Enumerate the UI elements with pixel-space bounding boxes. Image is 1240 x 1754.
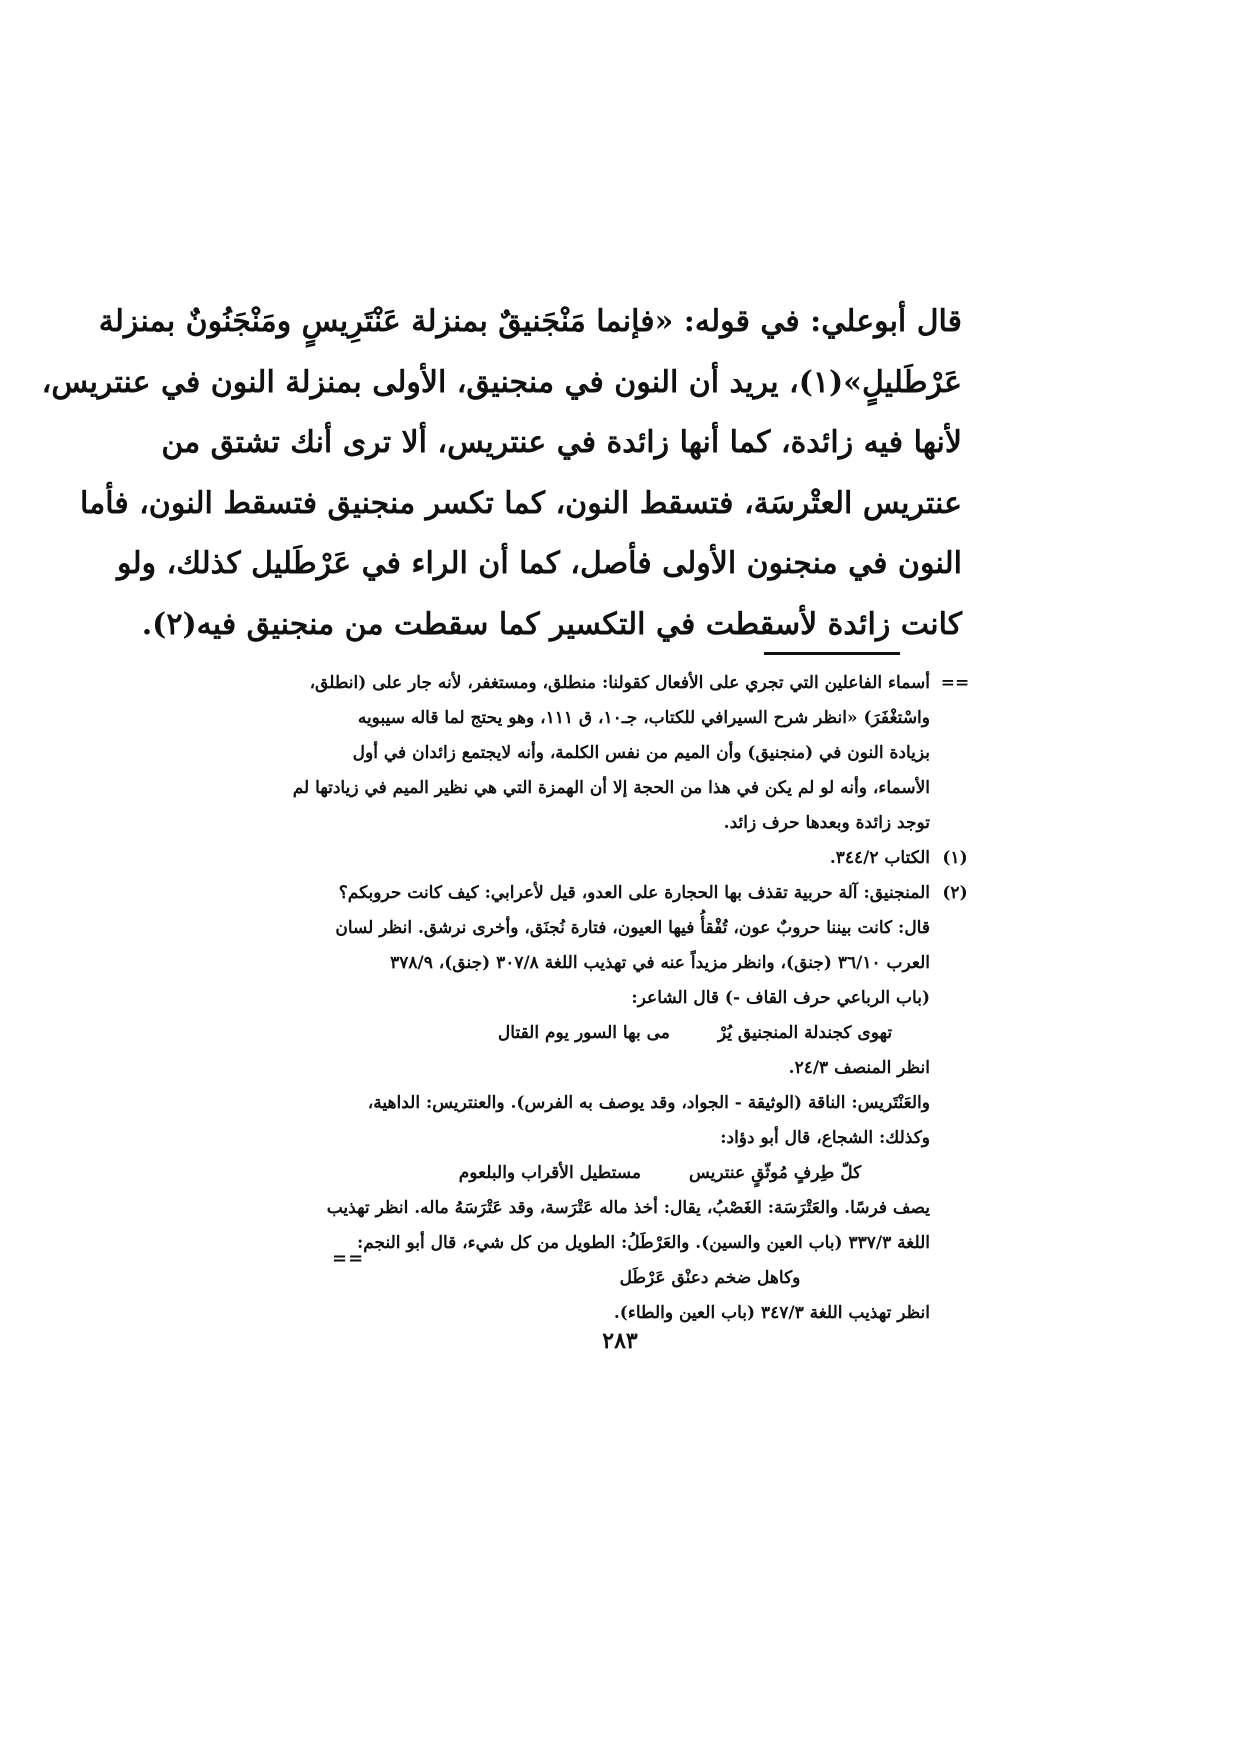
reference-line: انظر المنصف ٢٤/٣. [788,1058,930,1078]
footnote-row [280,1226,980,1261]
main-paragraph [41,292,962,655]
footnote-2-row [280,946,980,981]
footnote-row [280,1296,980,1331]
footnote-separator [764,652,900,655]
footnote-2 [280,876,980,911]
main-line: عنتريس العتْرسَة، فتسقط النون، كما تكسر منجنيق فتسقط النون، فأما [79,485,962,521]
footnote-line: أسماء الفاعلين التي تجري على الأفعال كقولنا: منطلق، ومستغفر، لأنه جار على (انطلق، [309,673,930,693]
footnote-line: اللغة ٣٣٧/٣ (باب العين والسين). والعَرْطَلُ: الطويل من كل شيء، قال أبو النجم: [356,1233,930,1253]
footnote-line: العرب ٣٦/١٠ (جنق)، وانظر مزيداً عنه في تهذيب اللغة ٣٠٧/٨ (جنق)، ٣٧٨/٩ [390,953,930,973]
verse-first-hemistich: كلّ طِرفٍ مُوثّقٍ عنتريس [688,1163,862,1183]
footnote-line: المنجنيق: آلة حربية تقذف بها الحجارة على العدو، قيل لأعرابي: كيف كانت حروبكم؟ [338,883,930,903]
footnote-1-text: الكتاب ٣٤٤/٢. [829,848,930,868]
footnote-line: (باب الرباعي حرف القاف -) قال الشاعر: [631,988,930,1008]
footnote-row [280,1191,980,1226]
verse-second-hemistich: مى بها السور يوم القتال [497,1023,670,1043]
footnote-continued-row [280,736,980,771]
footnote-row [280,1121,980,1156]
reference-row [280,1051,980,1086]
footnote-2-marker: (٢) [942,883,968,903]
verse-second-hemistich: مستطيل الأقراب والبلعوم [458,1163,641,1183]
verse-line [280,1016,980,1051]
verse-line [280,1156,980,1191]
verse-first-hemistich: تهوى كجندلة المنجنيق يُرْ [717,1023,893,1043]
footnote-row [280,1086,980,1121]
footnote-2-row [280,911,980,946]
continued-marker: == [940,673,970,693]
main-line: قال أبوعلي: في قوله: «فإنما مَنْجَنيقٌ بمنزلة عَنْتَرِيسٍ ومَنْجَنُونٌ بمنزلة [98,304,962,339]
footnote-continued-row [280,666,980,701]
main-line: النون في منجنون الأولى فأصل، كما أن الراء في عَرْطَليل كذلك، ولو [116,546,962,581]
footnote-1 [280,841,980,876]
footnote-line: والعَنْتَريس: الناقة (الوثيقة - الجواد، وقد يوصف به الفرس). والعنتريس: الداهية، [367,1093,930,1113]
footnote-2-row [280,981,980,1016]
footnote-line: واسْتغْفَرَ) «انظر شرح السيرافي للكتاب، جـ١٠، ق ١١١، وهو يحتج لما قاله سيبويه [357,708,930,728]
footnote-continued-row [280,701,980,736]
footnote-line: يصف فرسًا. والعَتْرَسَة: الغَصْبُ، يقال: أخذ ماله عَتْرَسة، وقد عَتْرَسَهُ ماله. انظر تهذيب [326,1198,930,1218]
page-number: ٢٨٣ [602,1328,638,1354]
footnote-line: توجد زائدة وبعدها حرف زائد. [723,813,930,833]
main-line: لأنها فيه زائدة، كما أنها زائدة في عنتريس، ألا ترى أنك تشتق من [161,425,962,460]
footnote-line: الأسماء، وأنه لو لم يكن في هذا من الحجة إلا أن الهمزة التي هي نظير الميم في زيادتها لم [292,778,930,798]
footnote-line: انظر تهذيب اللغة ٣٤٧/٣ (باب العين والطاء). [613,1303,930,1323]
footnote-continues-mark: == [332,1248,365,1269]
main-line: عَرْطَليلٍ»(١)، يريد أن النون في منجنيق، الأولى بمنزلة النون في عنتريس، [41,364,962,400]
footnotes-block [280,666,980,1331]
verse-single: وكاهل ضخم دعنْق عَرْطَل [619,1268,801,1288]
footnote-continued-row [280,806,980,841]
footnote-line: وكذلك: الشجاع، قال أبو دؤاد: [720,1128,930,1148]
footnote-1-marker: (١) [942,848,968,868]
main-line: كانت زائدة لأسقطت في التكسير كما سقطت من منجنيق فيه(٢). [141,606,962,642]
verse-line [280,1261,980,1296]
footnote-line: قال: كانت بيننا حروبٌ عون، تُفْقأُ فيها العيون، فتارة نُجنَق، وأخرى نرشق. انظر لسان [335,918,930,938]
footnote-continued-row [280,771,980,806]
footnote-line: بزيادة النون في (منجنيق) وأن الميم من نفس الكلمة، وأنه لايجتمع زائدان في أول [352,743,930,763]
